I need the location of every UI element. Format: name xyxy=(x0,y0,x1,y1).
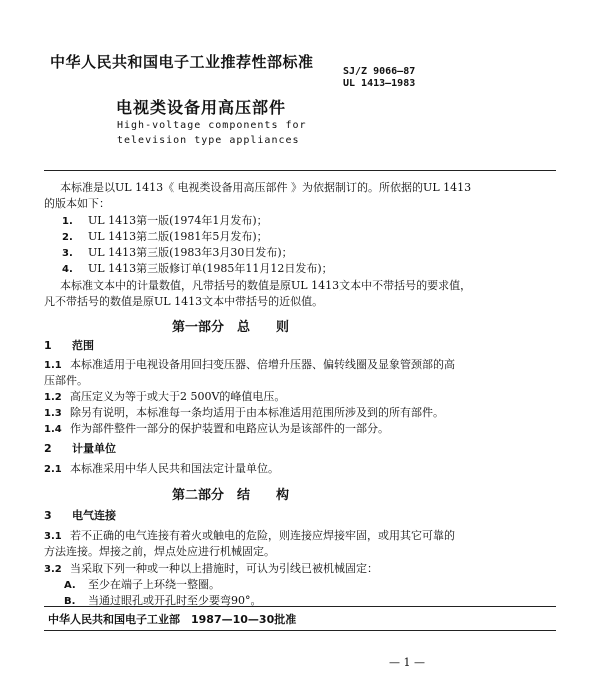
clause-number: 2.1 xyxy=(44,464,62,475)
section3-heading xyxy=(44,508,116,524)
clause-text: 高压定义为等于或大于2 500V的峰值电压。 xyxy=(70,390,286,403)
clause-1-3 xyxy=(44,405,444,422)
section2-heading xyxy=(44,441,116,457)
footer-divider xyxy=(44,606,556,607)
footer-bottom-divider xyxy=(44,630,556,631)
clause-3-1 xyxy=(44,528,455,545)
clause-text: 当采取下列一种或一种以上措施时，可认为引线已被机械固定： xyxy=(70,562,378,575)
header-divider xyxy=(44,170,556,171)
issuer-header: 中华人民共和国电子工业推荐性部标准 xyxy=(50,53,314,71)
note-paragraph-line2: 凡不带括号的数值是原UL 1413文本中带括号的近似值。 xyxy=(44,295,324,308)
clause-number: 3.1 xyxy=(44,531,62,542)
clause-number: 1.4 xyxy=(44,424,62,435)
english-title-line2: television type appliances xyxy=(117,135,300,146)
clause-3-1-continued: 方法连接。焊接之前，焊点处应进行机械固定。 xyxy=(44,545,275,558)
section1-heading xyxy=(44,338,94,354)
version-text: UL 1413第一版(1974年1月发布)； xyxy=(88,214,268,227)
version-number: 3. xyxy=(62,248,73,259)
section-number: 3 xyxy=(44,509,52,522)
version-number: 1. xyxy=(62,216,73,227)
sub-item-text: 至少在端子上环绕一整圈。 xyxy=(88,578,220,591)
clause-number: 1.2 xyxy=(44,392,62,403)
version-item xyxy=(62,213,268,230)
sub-item-label: B. xyxy=(64,596,76,607)
version-item xyxy=(62,261,333,278)
clause-3-2-a xyxy=(64,577,220,594)
section-number: 1 xyxy=(44,339,52,352)
intro-paragraph-line2: 的版本如下： xyxy=(44,197,110,210)
section-number: 2 xyxy=(44,442,52,455)
clause-1-1 xyxy=(44,357,455,374)
version-text: UL 1413第三版(1983年3月30日发布)； xyxy=(88,246,293,259)
english-title-line1: High-voltage components for xyxy=(117,120,307,131)
clause-text: 本标准适用于电视设备用回扫变压器、倍增升压器、偏转线圈及显象管颈部的高 xyxy=(70,358,455,371)
standard-code-ul: UL 1413—1983 xyxy=(343,78,416,89)
part2-heading: 第二部分 结 构 xyxy=(172,488,290,503)
page-number: — 1 — xyxy=(389,656,425,669)
version-text: UL 1413第三版修订单(1985年11月12日发布)； xyxy=(88,262,333,275)
part1-heading: 第一部分 总 则 xyxy=(172,320,290,335)
section-title: 范围 xyxy=(72,339,94,352)
clause-3-2-b xyxy=(64,593,262,610)
clause-number: 3.2 xyxy=(44,564,62,575)
version-number: 4. xyxy=(62,264,73,275)
clause-number: 1.3 xyxy=(44,408,62,419)
clause-number: 1.1 xyxy=(44,360,62,371)
clause-text: 若不正确的电气连接有着火或触电的危险，则连接应焊接牢固，或用其它可靠的 xyxy=(70,529,455,542)
section-title: 计量单位 xyxy=(72,442,116,455)
version-item xyxy=(62,229,268,246)
version-text: UL 1413第二版(1981年5月发布)； xyxy=(88,230,268,243)
section-title: 电气连接 xyxy=(72,509,116,522)
sub-item-label: A. xyxy=(64,580,76,591)
clause-2-1 xyxy=(44,461,279,478)
clause-text: 本标准采用中华人民共和国法定计量单位。 xyxy=(70,462,279,475)
sub-item-text: 当通过眼孔或开孔时至少要弯90°。 xyxy=(88,594,262,607)
clause-1-2 xyxy=(44,389,285,406)
clause-3-2 xyxy=(44,561,378,578)
clause-1-1-continued: 压部件。 xyxy=(44,374,88,387)
version-number: 2. xyxy=(62,232,73,243)
clause-text: 作为部件整件一部分的保护装置和电路应认为是该部件的一部分。 xyxy=(70,422,389,435)
intro-paragraph-line1: 本标准是以UL 1413《 电视类设备用高压部件 》为依据制订的。所依据的UL 1413 xyxy=(60,181,472,194)
standard-code-sj: SJ/Z 9066—87 xyxy=(343,66,416,77)
approval-line: 中华人民共和国电子工业部 1987—10—30批准 xyxy=(48,613,297,626)
clause-text: 除另有说明，本标准每一条均适用于由本标准适用范围所涉及到的所有部件。 xyxy=(70,406,444,419)
clause-1-4 xyxy=(44,421,389,438)
version-item xyxy=(62,245,293,262)
document-title: 电视类设备用高压部件 xyxy=(116,98,287,117)
note-paragraph-line1: 本标准文本中的计量数值，凡带括号的数值是原UL 1413文本中不带括号的要求值， xyxy=(60,279,472,292)
